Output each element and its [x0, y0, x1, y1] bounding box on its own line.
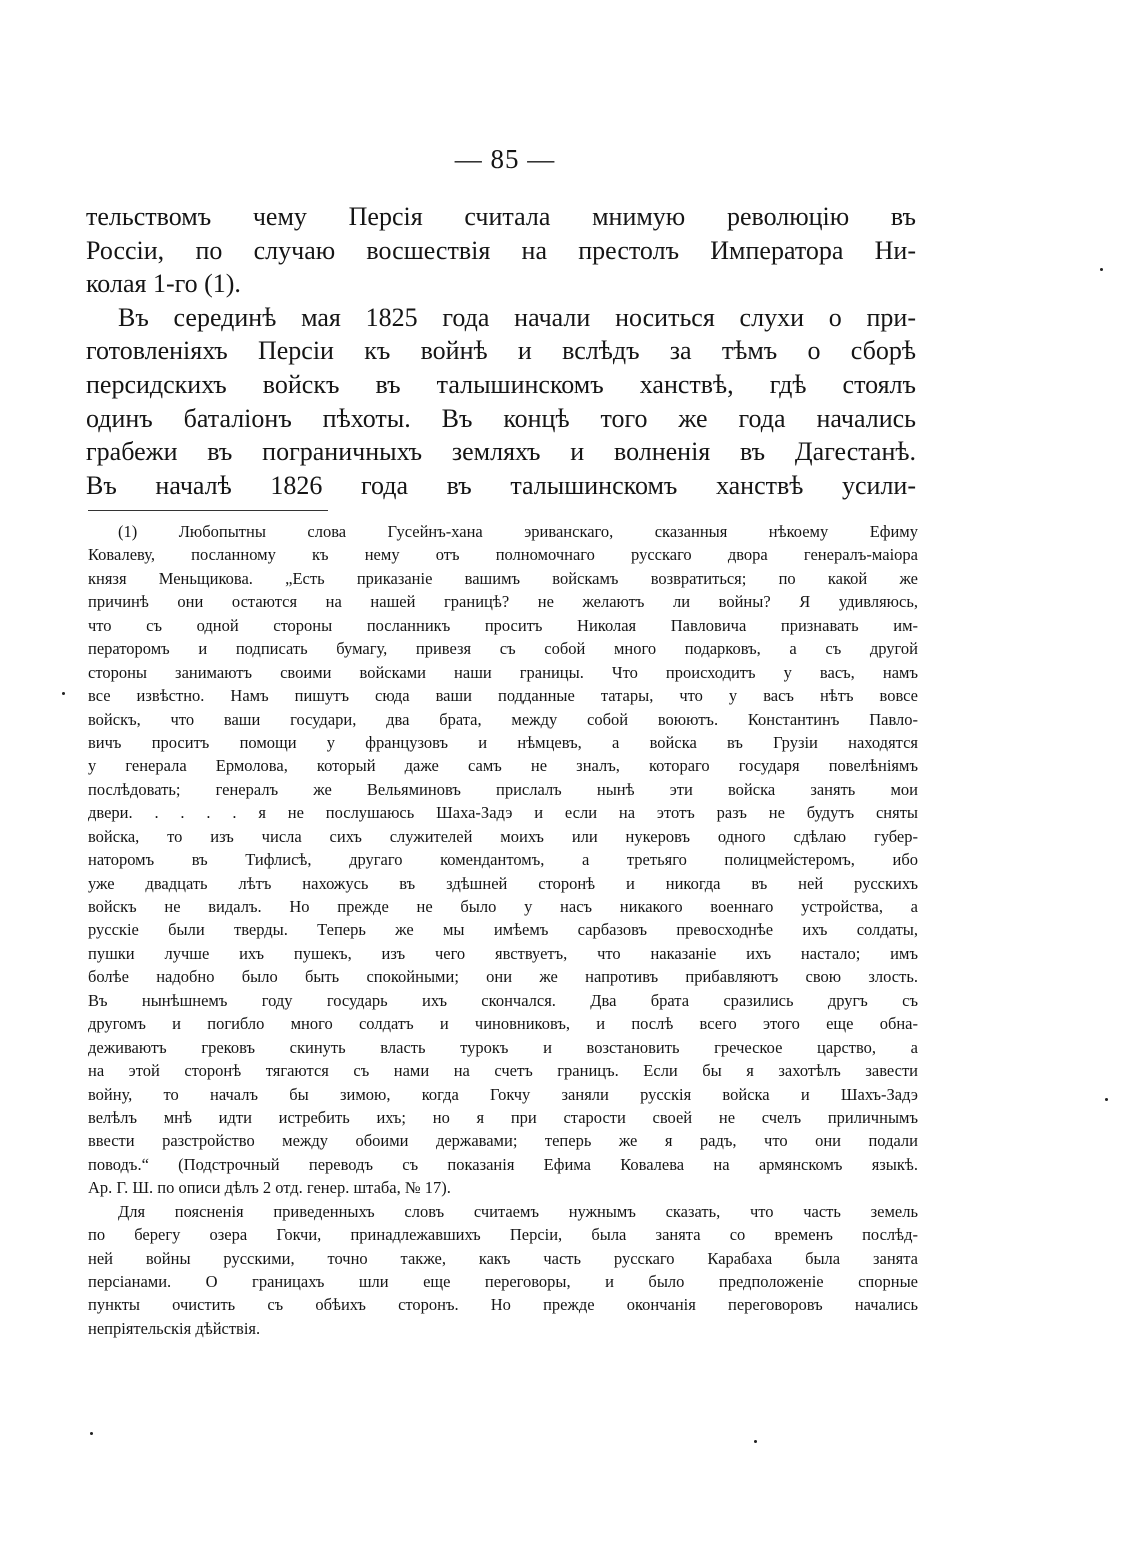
footnote-line: другомъ и погибло много солдатъ и чиновниковъ, и послѣ всего этого еще обна-	[88, 1014, 918, 1034]
footnote-line: Для поясненія приведенныхъ словъ считаемъ нужнымъ сказать, что часть земель	[118, 1201, 918, 1221]
scan-speck	[754, 1440, 757, 1443]
footnote-line: стороны занимаютъ своими войсками наши границы. Что происходитъ у васъ, намъ	[88, 662, 918, 682]
footnote-line: причинѣ они остаются на нашей границѣ? не желаютъ ли войны? Я удивляюсь,	[88, 592, 918, 612]
footnote-line: Ковалеву, посланному къ нему отъ полномочнаго русскаго двора генералъ-маіора	[88, 545, 918, 565]
footnote-line: персіанами. О границахъ шли еще переговоры, и было предположеніе спорные	[88, 1272, 918, 1291]
footnote-separator	[88, 510, 328, 511]
main-line: готовленіяхъ Персіи къ войнѣ и вслѣдъ за тѣмъ о сборѣ	[86, 336, 916, 366]
footnote-line: ввести разстройство между обоими державами; теперь же я радъ, что они подали	[88, 1131, 918, 1151]
main-line: персидскихъ войскъ въ талышинскомъ ханствѣ, гдѣ стоялъ	[86, 369, 916, 399]
scan-speck	[62, 692, 65, 695]
footnote	[88, 520, 918, 1340]
footnote-line: русскіе были тверды. Теперь же мы имѣемъ сарбазовъ превосходнѣе ихъ солдаты,	[88, 920, 918, 940]
footnote-line: у генерала Ермолова, который даже самъ не зналъ, котораго государя повелѣніямъ	[88, 756, 918, 776]
footnote-line: князя Меньщикова. „Есть приказаніе вашимъ войскамъ возвратиться; по какой же	[88, 568, 918, 588]
main-line: грабежи въ пограничныхъ земляхъ и волненія въ Дагестанѣ.	[86, 437, 916, 467]
footnote-line: ператоромъ и подписать бумагу, привезя съ собой много подарковъ, а съ другой	[88, 639, 918, 659]
main-line: одинъ баталіонъ пѣхоты. Въ концѣ того же года начались	[86, 403, 916, 433]
footnote-line: велѣлъ мнѣ идти истребить ихъ; но я при старости своей не счелъ приличнымъ	[88, 1107, 918, 1127]
footnote-line: поводъ.“ (Подстрочный переводъ съ показанія Ефима Ковалева на армянскомъ языкѣ.	[88, 1154, 918, 1174]
footnote-line: войну, то началъ бы зимою, когда Гокчу заняли русскія войска и Шахъ-Задэ	[88, 1084, 918, 1104]
scan-speck	[90, 1432, 93, 1435]
main-text	[86, 200, 916, 502]
footnote-line: болѣе надобно было быть спокойными; они же напротивъ прибавляютъ свою злость.	[88, 967, 918, 987]
footnote-line: деживаютъ грековъ скинуть власть турокъ и возстановить греческое царство, а	[88, 1037, 918, 1057]
footnote-line: Ар. Г. Ш. по описи дѣлъ 2 отд. генер. штаба, № 17).	[88, 1178, 451, 1198]
footnote-line: непріятельскія дѣйствія.	[88, 1318, 261, 1338]
footnote-line: послѣдовать; генералъ же Вельяминовъ прислалъ нынѣ эти войска занять мои	[88, 779, 918, 799]
footnote-line: войскъ, что ваши государи, два брата, между собой воюютъ. Константинъ Павло-	[88, 709, 918, 729]
main-line: тельствомъ чему Персія считала мнимую революцію въ	[86, 202, 916, 231]
footnote-line: ней войны русскими, точно также, какъ часть русскаго Карабаха была занята	[88, 1248, 918, 1268]
footnote-line: пушки лучше ихъ пушекъ, изъ чего явствуетъ, что наказаніе ихъ настало; имъ	[88, 943, 918, 963]
main-line: Россіи, по случаю восшествія на престолъ Императора Ни-	[86, 235, 916, 265]
footnote-line: войскъ не видалъ. Но прежде не было у насъ никакого военнаго устройства, а	[88, 897, 918, 916]
footnote-line: Въ нынѣшнемъ году государь ихъ скончался. Два брата сразились другъ съ	[88, 990, 918, 1010]
footnote-line: (1) Любопытны слова Гусейнъ-хана эриванскаго, сказанныя нѣкоему Ефиму	[118, 522, 918, 541]
scan-speck	[1105, 1098, 1108, 1101]
footnote-line: наторомъ въ Тифлисѣ, другаго комендантомъ, а третьяго полицмейстеромъ, ибо	[88, 850, 918, 870]
footnote-line: что съ одной стороны посланникъ проситъ Николая Павловича признавать им-	[88, 615, 918, 635]
footnote-line: на этой сторонѣ тягаются съ нами на счетъ границъ. Если бы я захотѣлъ завести	[88, 1061, 918, 1081]
footnote-line: уже двадцать лѣтъ нахожусь въ здѣшней сторонѣ и никогда въ ней русскихъ	[88, 873, 918, 893]
footnote-line: все извѣстно. Намъ пишутъ сюда ваши подданные татары, что у васъ нѣтъ вовсе	[88, 686, 918, 706]
page-number: — 85 —	[454, 144, 556, 174]
footnote-line: двери. . . . . я не послушаюсь Шаха-Задэ и если на этотъ разъ не будутъ сняты	[88, 803, 918, 823]
main-line: Въ серединѣ мая 1825 года начали носиться слухи о при-	[118, 302, 916, 332]
footnote-line: войска, то изъ числа сихъ служителей моихъ или нукеровъ одного сдѣлаю губер-	[88, 826, 918, 846]
footnote-line: по берегу озера Гокчи, принадлежавшихъ Персіи, была занята со временъ послѣд-	[88, 1225, 918, 1245]
footnote-line: пункты очистить съ обѣихъ сторонъ. Но прежде окончанія переговоровъ начались	[88, 1295, 918, 1315]
scan-speck	[1100, 268, 1103, 271]
main-line: колая 1-го (1).	[86, 269, 241, 299]
footnote-line: вичъ проситъ помощи у французовъ и нѣмцевъ, а войска въ Грузіи находятся	[88, 732, 918, 752]
main-line: Въ началѣ 1826 года въ талышинскомъ ханствѣ усили-	[86, 470, 916, 500]
